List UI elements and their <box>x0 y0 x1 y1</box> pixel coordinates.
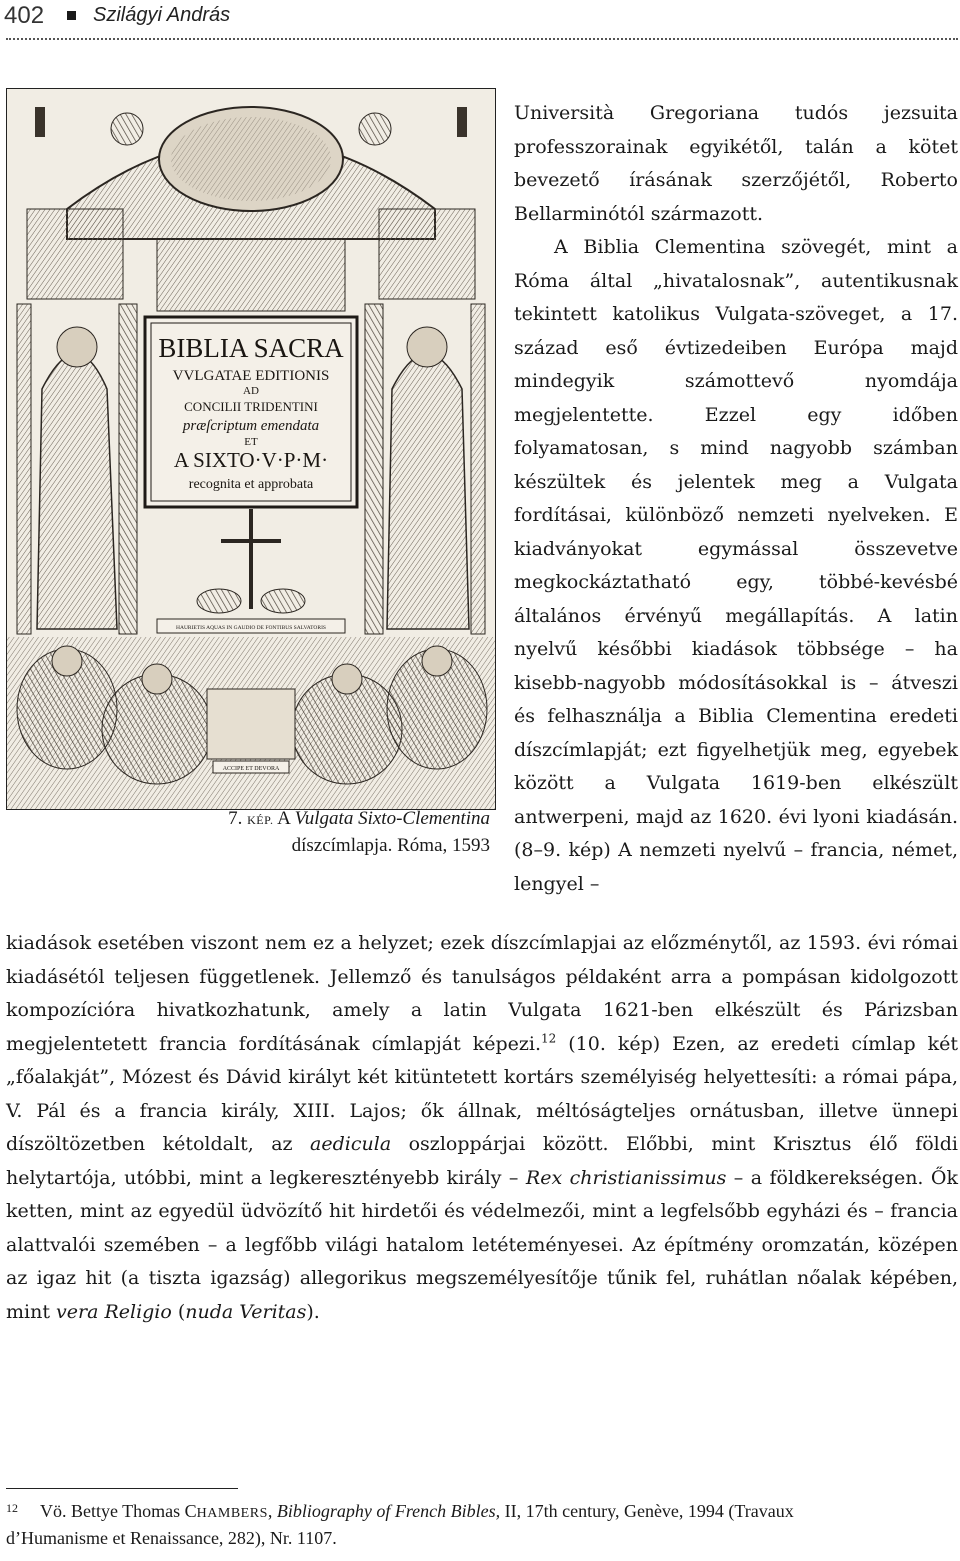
footnote-reference: 12 <box>541 1031 557 1046</box>
figure-caption <box>130 806 490 859</box>
engraving-drawing <box>7 89 495 809</box>
text-part-5: ( <box>171 1300 186 1323</box>
italic-nuda-veritas: nuda Veritas <box>185 1300 307 1323</box>
engraving-title-line-2: VVLGATAE EDITIONIS <box>172 368 330 384</box>
engraving-title-line-5: præſcriptum emendata <box>182 418 320 434</box>
header-dotted-rule <box>6 38 958 40</box>
text-part-4: – a földkerekségen. Ők ketten, mint az egyedül üdvözítő hit hirdetői és védelmezői, mint a legfelsőbb egyházi és – francia alattvalói szemében – a legfőbb világi hatalom letéteményesei. Az építmény oromzatán, középen az igaz hit (a tiszta igazság) allegorikus megszemélyesítője tűnik fel, ruhátlan nőalak képében, mint <box>6 1166 959 1323</box>
caption-line-2: díszcímlapja. Róma, 1593 <box>291 835 490 856</box>
italic-vera-religio: vera Religio <box>56 1300 172 1323</box>
engraving-title-line-1: BIBLIA SACRA <box>158 333 344 363</box>
column-paragraph-2: A Biblia Clementina szövegét, mint a Róma által „hivatalosnak”, autentikusnak tekintett katolikus Vulgata-szöveget, a 17. század eső évtizedeiben Európa majd mindegyik számottevő nyomdája megjelentette. Ezzel egy időben folyamatosan, s mind nagyobb számban készültek és jelentek meg a Vulgata fordításai, különböző nemzeti nyelveken. E kiadványokat egymással összevetve megkockáztatható egy, többé-kevésbé általános érvényű megállapítás. A latin nyelvű későbbi kiadások többsége – ha kisebb-nagyobb módosításokkal is – átveszi és felhasználja a Biblia Clementina eredeti díszcímlapját; ezt figyelhetjük meg, egyebek között a Vulgata 1619-ben elkészült antwerpeni, majd az 1620. évi lyoni kiadásán. (8–9. kép) A nemzeti nyelvű – francia, német, lengyel – <box>514 236 958 895</box>
footnote-line-1 <box>40 1499 958 1526</box>
text-part-3: oszloppárjai között. Előbbi, mint Krisztus élő földi helytartója, utóbbi, mint a legkeresztényebb király – <box>6 1133 959 1189</box>
engraving-title-line-6: ET <box>244 436 258 448</box>
text-part-2: (10. kép) Ezen, az eredeti címlap két „főalakját”, Mózest és Dávid királyt két kitüntetett kortárs személyiség helyettesíti: a római pápa, V. Pál és a francia király, XIII. Lajos; ők állnak, méltóságteljes ornátusban, illetve ünnepi díszöltözetben kétoldalt, az <box>6 1032 958 1155</box>
footnote-text-1: Vö. Bettye Thomas <box>40 1501 185 1521</box>
footnote-text-3: II, 17th century, Genève, 1994 (Travaux <box>500 1501 794 1521</box>
footnote <box>6 1499 958 1551</box>
italic-aedicula: aedicula <box>310 1133 392 1155</box>
text-part-6: ). <box>306 1300 320 1323</box>
caption-line-1 <box>130 806 490 833</box>
right-column-text <box>514 97 958 901</box>
running-header <box>0 0 960 44</box>
footnote-book-title: Bibliography of French Bibles, <box>276 1501 501 1521</box>
caption-title: Vulgata Sixto-Clementina <box>294 808 490 829</box>
engraving-banner: HAURIETIS AQUAS IN GAUDIO DE FONTIBUS SALVATORIS <box>176 625 326 631</box>
footnote-number: 12 <box>6 1501 18 1515</box>
caption-kep: KÉP. <box>247 813 274 827</box>
engraving-title-line-7: A SIXTO·V·P·M· <box>173 448 329 472</box>
footnote-rule <box>6 1488 238 1489</box>
engraving-lower-banner: ACCIPE ET DEVORA <box>222 766 280 772</box>
footnote-line-2: d’Humanisme et Renaissance, 282), Nr. 1107. <box>6 1528 337 1548</box>
header-square-bullet <box>67 11 76 20</box>
footnote-author-initial: C <box>184 1501 197 1521</box>
title-page-engraving <box>6 88 496 810</box>
footnote-author-rest: HAMBERS <box>196 1506 268 1521</box>
engraving-title-line-3: AD <box>243 385 259 397</box>
italic-rex: Rex christianissimus <box>525 1166 727 1189</box>
caption-number: 7. <box>228 808 248 829</box>
page-number: 402 <box>4 2 45 29</box>
text-part-1: kiadások esetében viszont nem ez a helyzet; ezek díszcímlapjai az előzménytől, az 1593. évi római kiadásétól teljesen függetlenek. Jellemző és tanulságos példaként arra a pompásan kidolgozott kompozícióra hivatkozhatunk, amely a latin Vulgata 1621-ben elkészült és Párizsban megjelentetett francia fordításának címlapját képezi. <box>6 932 958 1055</box>
column-paragraph-1: Università Gregoriana tudós jezsuita professzorainak egyikétől, talán a kötet bevezető írásának szerzőjétől, Roberto Bellarminótól származott. <box>514 102 958 225</box>
caption-a: A <box>273 808 295 829</box>
running-author: Szilágyi András <box>93 4 231 26</box>
full-paragraph <box>6 927 958 1329</box>
engraving-title-line-8: recognita et approbata <box>188 477 314 492</box>
footnote-text-2: , <box>267 1501 277 1521</box>
engraving-title-line-4: CONCILII TRIDENTINI <box>184 399 318 414</box>
full-width-text <box>6 927 958 1329</box>
